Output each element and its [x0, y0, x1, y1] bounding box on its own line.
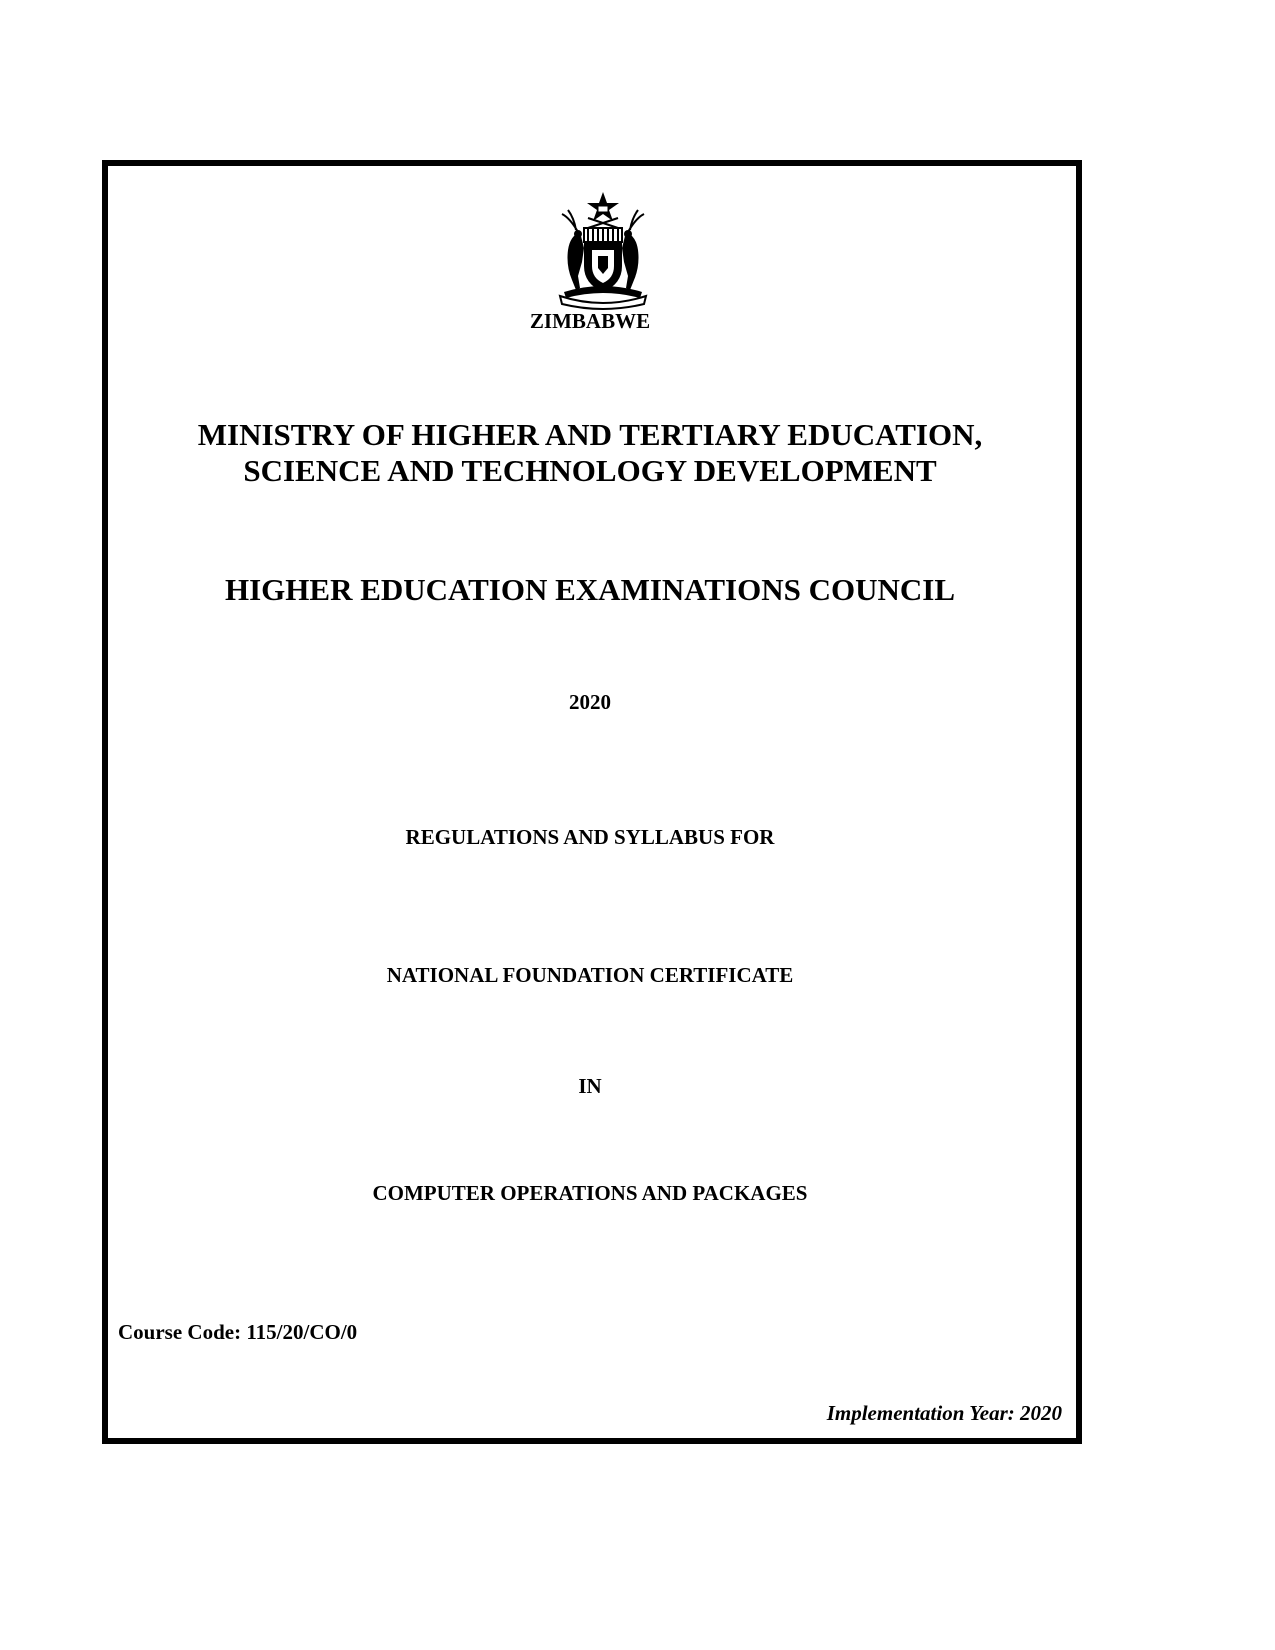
zimbabwe-coat-of-arms-icon: [540, 188, 666, 312]
implementation-year: [827, 1401, 1062, 1426]
document-year: 2020: [569, 690, 611, 714]
ministry-title-line-1: MINISTRY OF HIGHER AND TERTIARY EDUCATION,: [197, 417, 983, 452]
implementation-year-label: Implementation Year:: [826, 1401, 1015, 1425]
cover-border: [102, 160, 1082, 1444]
course-code-value: 115/20/CO/0: [246, 1320, 358, 1344]
connector-word: IN: [578, 1074, 602, 1098]
subject-title: COMPUTER OPERATIONS AND PACKAGES: [372, 1181, 808, 1205]
course-code: [118, 1320, 357, 1345]
course-code-label: Course Code:: [118, 1320, 242, 1344]
regulations-heading: REGULATIONS AND SYLLABUS FOR: [405, 825, 775, 849]
certificate-title: NATIONAL FOUNDATION CERTIFICATE: [386, 963, 794, 987]
council-name: HIGHER EDUCATION EXAMINATIONS COUNCIL: [224, 572, 955, 607]
ministry-title: [0, 417, 1180, 489]
country-name: ZIMBABWE: [529, 309, 651, 333]
implementation-year-value: 2020: [1020, 1401, 1062, 1425]
ministry-title-line-2: SCIENCE AND TECHNOLOGY DEVELOPMENT: [243, 453, 937, 488]
